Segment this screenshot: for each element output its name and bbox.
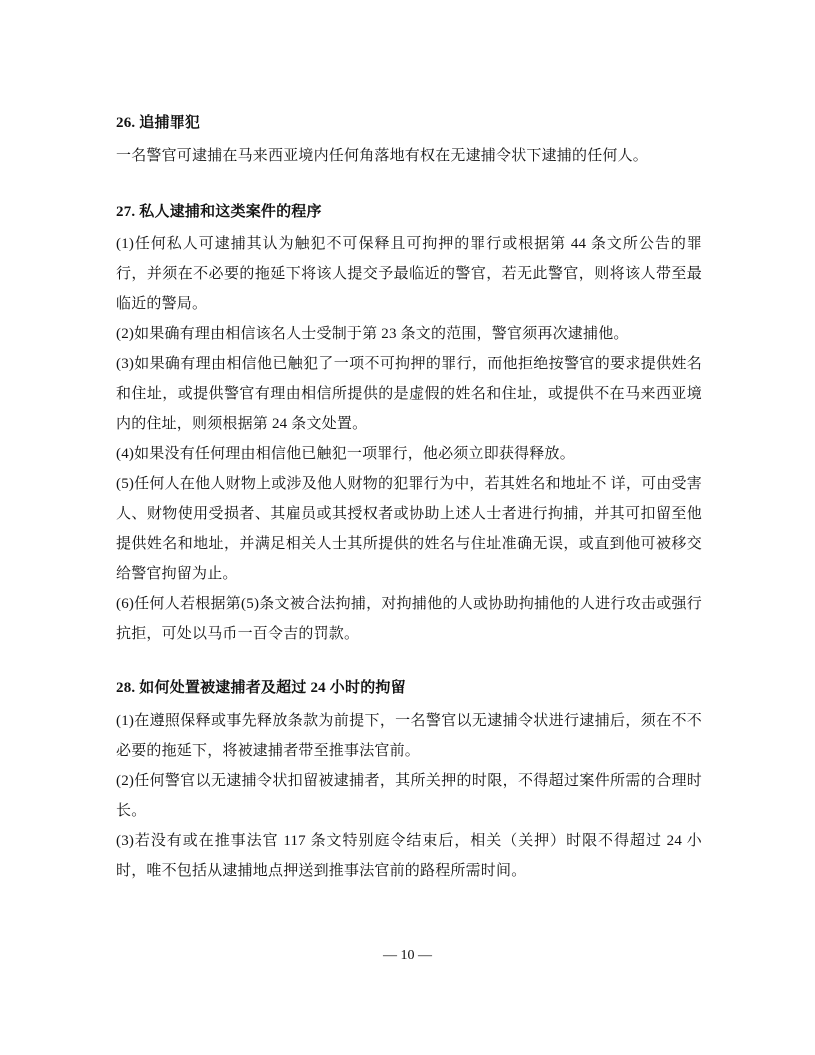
section-28-heading: 28. 如何处置被逮捕者及超过 24 小时的拘留 [116, 680, 406, 696]
section-28-paragraph-1: (1)在遵照保释或事先释放条款为前提下，一名警官以无逮捕令状进行逮捕后，须在不不必要的拖延下，将被逮捕者带至推事法官前。 [116, 712, 702, 759]
section-27-paragraph-2: (2)如果确有理由相信该名人士受制于第 23 条文的范围，警官须再次逮捕他。 [116, 326, 629, 342]
section-28 [116, 677, 702, 886]
page-number: — 10 — [383, 948, 432, 963]
section-26-paragraph-1: 一名警官可逮捕在马来西亚境内任何角落地有权在无逮捕令状下逮捕的任何人。 [116, 147, 649, 164]
section-27 [116, 201, 702, 650]
section-27-paragraph-3: (3)如果确有理由相信他已触犯了一项不可拘押的罪行，而他拒绝按警官的要求提供姓名和住址，或提供警官有理由相信所提供的是虚假的姓名和住址，或提供不在马来西亚境内的住址，则须根据第 24 条文处置。 [116, 356, 702, 432]
section-28-paragraph-3: (3)若没有或在推事法官 117 条文特别庭令结束后，相关（关押）时限不得超过 24 小时，唯不包括从逮捕地点押送到推事法官前的路程所需时间。 [116, 832, 702, 879]
section-26 [116, 112, 702, 171]
section-27-paragraph-6: (6)任何人若根据第(5)条文被合法拘捕，对拘捕他的人或协助拘捕他的人进行攻击或强行抗拒，可处以马币一百令吉的罚款。 [116, 596, 702, 642]
section-spacer-1 [116, 171, 702, 201]
section-spacer-2 [116, 649, 702, 677]
section-27-paragraph-1: (1)任何私人可逮捕其认为触犯不可保释且可拘押的罪行或根据第 44 条文所公告的罪行，并须在不必要的拖延下将该人提交予最临近的警官，若无此警官，则将该人带至最临近的警局。 [116, 236, 702, 312]
section-27-paragraph-4: (4)如果没有任何理由相信他已触犯一项罪行，他必须立即获得释放。 [116, 446, 575, 462]
section-27-paragraph-5: (5)任何人在他人财物上或涉及他人财物的犯罪行为中，若其姓名和地址不 详，可由受害人、财物使用受损者、其雇员或其授权者或协助上述人士者进行拘捕，并其可扣留至他提供姓名和地址，并满足相关人士其所提供的姓名与住址准确无误，或直到他可被移交给警官拘留为止。 [116, 476, 702, 582]
section-28-paragraph-2: (2)任何警官以无逮捕令状扣留被逮捕者，其所关押的时限，不得超过案件所需的合理时长。 [116, 772, 702, 819]
document-body [116, 112, 702, 886]
section-26-heading: 26. 追捕罪犯 [116, 115, 201, 131]
section-27-heading: 27. 私人逮捕和这类案件的程序 [116, 203, 322, 220]
